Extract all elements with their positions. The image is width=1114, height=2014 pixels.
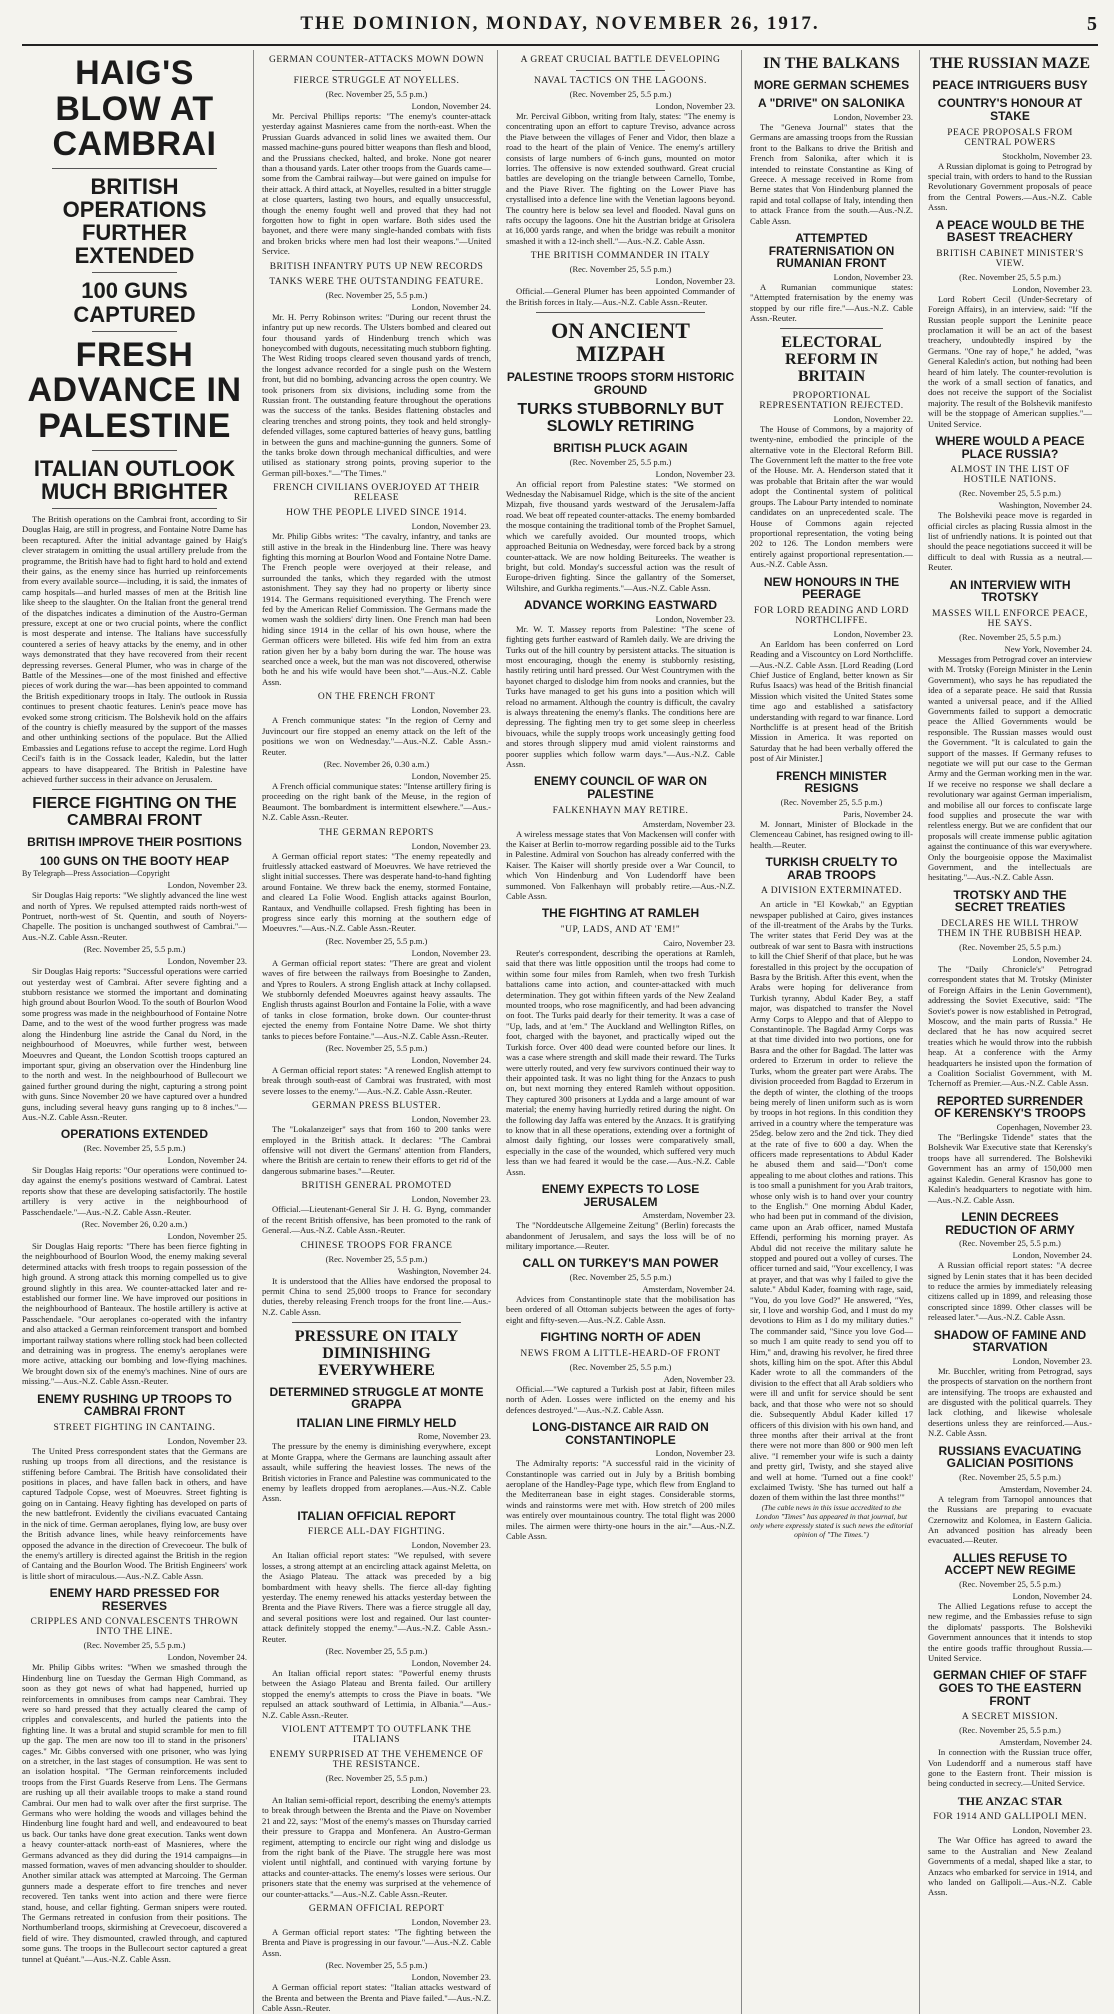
section-subhead: 100 GUNS ON THE BOOTY HEAP <box>39 853 230 868</box>
received-time: (Rec. November 25, 5.5 p.m.) <box>959 1578 1061 1589</box>
headline: BRITISH GENERAL PROMOTED <box>301 1181 452 1192</box>
lead-paragraph: The British operations on the Cambrai front, according to Sir Douglas Haig, are still in progress, and Fontaine Notre Dame has been recaptured. After the initial advantage gained by Haig's clever stratagem in omitting the usual artillery prelude from the programme, the British have had to fight hard to hold and extend their gains, as the enemy since has hurried up reinforcements from every available source—including, it is said, the inmates of camp hospitals—and hurled masses of men at the British line like sheep to the slaughter. On the Italian front the general trend of the dispatches indicates a diminution of the Austro-German pressure, except at one or two crucial points, where the conflict is most desperate and intense. The Italians have successfully countered a series of heavy attacks by the enemy, and in other ways demonstrated that they have recovered from their recent depressing reverses. General Plumer, who was in charge of the Battle of the Messines—one of the most finished and effective pieces of work during the war—has been appointed to command the British expeditionary troops in Italy. The outlook in Russia continues to present chaotic features. Lenin's peace move has evoked some strong criticism. The Bolshevik hold on the affairs of the country is chiefly measured by the support of the masses and other unthinking sections of the populace. But the Allied Embassies and Legations refuse to accept the regime. Lord Hugh Cecil's faith is in the Cossack leader, Kaledin, but the latter appears to have disappeared. The British in Palestine have achieved further success in their advance on Jerusalem. <box>22 513 247 785</box>
divider <box>52 508 217 509</box>
dateline: London, November 24. <box>411 1055 491 1066</box>
subhead: ALLIES REFUSE TO ACCEPT NEW REGIME <box>944 1550 1076 1578</box>
article-paragraph: M. Jonnart, Minister of Blockade in the Clemenceau Cabinet, has resigned owing to ill-health.—Reuter. <box>750 818 914 850</box>
article-paragraph: The "Daily Chronicle's" Petrograd correspondent states that M. Trotsky (Minister of Foreign Affairs in the Lenin Government), addressing the Soviet Executive, said: "The Soviet's power is now established in Petrograd, Moscow, and the main parts of Russia." He declared that he has now acquired secret treaties which he would throw into the rubbish heap. At a conference with the Army headquarters he insisted upon the formation of a Coalition Socialist Government, with M. Tchernoff as Premier.—Aus.-N.Z. Cable Assn. <box>928 964 1092 1089</box>
subhead: A SECRET MISSION. <box>961 1712 1059 1723</box>
dateline: London, November 23. <box>411 1540 491 1551</box>
article-paragraph: Sir Douglas Haig reports: "There has been fierce fighting in the neighbourhood of Bourlon Wood, the enemy making several determined attacks with fresh troops to regain possession of the high ground. A strong attack this morning compelled us to give ground slightly in this area. We counter-attacked later and re-established our former line. We have improved our positions in the neighbourhood of Banteaux. The hostile artillery is active at Passchendaele. "Our aeroplanes co-operated with the infantry and also attacked a German reinforcement transport and bombed important railway stations where rolling stock had been collected and detraining was in progress. The enemy's aeroplanes were more active, attacking our bombing and low-flying machines. We brought down six of the enemy's machines. Nine of ours are missing."—Aus.-N.Z. Cable Assn.-Reuter. <box>22 1240 247 1387</box>
article-paragraph: The United Press correspondent states that the Germans are rushing up troops from all directions, and the resistance is stiffening before Cambrai. The British have consolidated their positions in places, and have fallen back in others, and have captured Tadpole Copse, west of Moeuvres. Street fighting is going on in Cantaing. Heavy fighting has developed on parts of the new battlefront. Evidently the civilians evacuated Cantaing in the nick of time. German aeroplanes, flying low, are busy over the British advance lines, while heavy reinforcements have opposed the advance in the direction of Crevecoeur. The bulk of the enemy's artillery is directed against the British in the region of Cantaing and the Bourlon Wood. The British Engineers' work is little short of miraculous.—Aus.-N.Z. Cable Assn. <box>22 1445 247 1581</box>
received-time: (Rec. November 25, 5.5 p.m.) <box>959 631 1061 642</box>
article-paragraph: Sir Douglas Haig reports: "We slightly advanced the line west and north of Ypres. We repulsed attempted raids north-west of Pontruet, north-west of St. Quentin, and south of Noyers-Chapelle. The position is unchanged southwest of Cambrai."—Aus.-N.Z. Cable Assn.-Reuter. <box>22 890 247 942</box>
dateline: London, November 23. <box>655 101 735 111</box>
subhead: AN INTERVIEW WITH TROTSKY <box>949 577 1071 605</box>
received-time: (Rec. November 25, 5.5 p.m.) <box>959 942 1061 953</box>
masthead <box>22 4 1098 46</box>
dateline: London, November 23. <box>655 1448 735 1459</box>
article-paragraph: Official.—"We captured a Turkish post at Jabir, fifteen miles north of Aden. Losses were inflicted on the enemy and his defences destroyed."—Aus.-N.Z. Cable Assn. <box>506 1383 735 1415</box>
article-paragraph: Official.—Lieutenant-General Sir J. H. G. Byng, commander of the recent British offensive, has been promoted to the rank of General.—Aus.-N.Z. Cable Assn.-Reuter. <box>262 1204 491 1236</box>
headline-balkans: IN THE BALKANS <box>763 55 900 72</box>
subhead: ENEMY COUNCIL OF WAR ON PALESTINE <box>534 774 707 801</box>
dateline: Amsterdam, November 24. <box>999 1737 1092 1748</box>
subhead: COUNTRY'S HONOUR AT STAKE <box>937 96 1083 123</box>
article-paragraph: A German official report states: "There are great and violent waves of fire between the railways from Boesinghe to Zanden, and Ypres to Roulers. A strong English attack at Inchy collapsed. We stubbornly defended Moeuvres against heavy assaults. The English thrusts against Bourlon and Fontaine la Folie, with a wave of tanks in close formation, broke down. Our counter-thrust ejected the enemy from Fontaine Notre Dame. We shot thirty tanks to pieces before Fontaine."—Aus.-N.Z. Cable Assn.-Reuter. <box>262 957 491 1041</box>
received-time: (Rec. November 26, 0.20 a.m.) <box>81 1218 188 1229</box>
article-paragraph: Official.—General Plumer has been appointed Commander of the British forces in Italy.—Aus.-N.Z. Cable Assn.-Reuter. <box>506 286 735 307</box>
subhead: PEACE INTRIGUERS BUSY <box>932 77 1088 92</box>
received-time: (Rec. November 25, 5.5 p.m.) <box>959 1725 1061 1736</box>
dateline: New York, November 24. <box>1004 643 1092 654</box>
dateline: Washington, November 24. <box>998 500 1092 511</box>
newspaper-title: THE DOMINION, MONDAY, NOVEMBER 26, 1917. <box>300 13 820 34</box>
article-paragraph: A telegram from Tarnopol announces that the Russians are preparing to evacuate Czernowitz and Kolomea, in Eastern Galicia. An advanced position has already been evacuated.—Reuter. <box>928 1493 1092 1546</box>
article-paragraph: The Bolsheviki peace move is regarded in official circles as placing Russia almost in the list of unfriendly nations. It is pointed out that should the peace negotiations succeed it will be difficult to deal with Russia as a neutral.—Reuter. <box>928 510 1092 573</box>
dateline: London, November 23. <box>411 1785 491 1796</box>
received-time: (Rec. November 25, 5.5 p.m.) <box>325 935 428 946</box>
article-paragraph: It is understood that the Allies have endorsed the proposal to permit China to send 25,000 troops to France for secondary duties, thereby releasing French troops for the front line.—Aus.-N.Z. Cable Assn. <box>262 1275 491 1317</box>
headline-british-operations: BRITISH OPERATIONS FURTHER EXTENDED <box>62 174 207 269</box>
dateline: London, November 23. <box>411 1972 491 1983</box>
article-paragraph: A German official report states: "The enemy repeatedly and fruitlessly attacked eastward of Moeuvres. We have retrieved the slight initial successes. There was desperate hand-to-hand fighting around Fontaine. We threw back the enemy, stormed Fontaine, and cleared La Folie Wood. English attacks against Bourlon, Rantaux, and Vendhuille collapsed. Fresh fighting has been in progress since early this morning at the southern edge of Moeuvres."—Aus.-N.Z. Cable Assn.-Reuter. <box>262 850 491 934</box>
dateline: Stockholm, November 23. <box>1002 150 1092 161</box>
headline: GERMAN OFFICIAL REPORT <box>308 1904 445 1915</box>
article-paragraph: The "Lokalanzeiger" says that from 160 to 200 tanks were employed in the British attack. It declares: "The Cambrai offensive will not divert the Germans' attention from Flanders, where the British are certain to renew their efforts to get rid of the dangerous submarine bases."—Reuter. <box>262 1124 491 1176</box>
subhead: A PEACE WOULD BE THE BASEST TREACHERY <box>935 217 1085 245</box>
article-paragraph: Mr. W. T. Massey reports from Palestine: "The scene of fighting gets further eastward of Ramleh daily. We are driving the Turks out of the hill country by persistent attacks. The situation is most encouraging, though the enemy is stubbornly resisting, hastily retiring until hard pressed. Our West Countrymen with the bayonet charged to dislodge him from nooks and crannies, but the Turks have managed to get his guns into a position which will reload no armament. Although the country is difficult, the cavalry is always threatening the enemy's flanks. The conditions here are depressing. The fighting men try to get some sleep in cheerless bivouacs, while the supply troops work unceasingly getting food and stores through slippery mud amid violent rainstorms and poorer supplies which follow warm days."—Aus.-N.Z. Cable Assn. <box>506 623 735 769</box>
received-time: (Rec. November 25, 5.5 p.m.) <box>959 1471 1061 1482</box>
subhead: HOW THE PEOPLE LIVED SINCE 1914. <box>286 508 467 519</box>
dateline: London, November 24. <box>167 1154 247 1165</box>
dateline: London, November 24. <box>1012 1590 1092 1601</box>
divider <box>576 70 665 71</box>
column-1 <box>22 50 254 2014</box>
article-paragraph: Sir Douglas Haig reports: "Successful operations were carried out yesterday west of Cambrai. After severe fighting and a stubborn resistance we stormed the important and dominating high ground about Bourlon Wood. To the south of Bourlon Wood some progress was made in the neighbourhood of Fontaine Notre Dame, and to the west of the wood further progress was made along the Hindenburg line astride the Canal du Nord, in the neighbourhood of Moeuvres, while further west, between Moeuvres and Queant, the London Scottish troops captured an important spur, giving an observation over the Hindenburg line to the north and west. In the neighbourhood of Bullecourt we gained further ground during the night, capturing a strong point with guns. Since November 20 we have captured over a hundred guns, including several heavy guns ranging up to 8 inches."—Aus.-N.Z. Cable Assn.-Reuter. <box>22 966 247 1122</box>
dateline: London, November 23. <box>833 271 913 282</box>
subhead: NEW HONOURS IN THE PEERAGE <box>763 574 900 602</box>
article-paragraph: Reuter's correspondent, describing the operations at Ramleh, said that there was little opposition until the troops had come to within some four miles from Ramleh, when two fresh Turkish battalions came into action, and counter-attacked with much determination. They got within fifteen yards of the New Zealand mounted troops, who rose magnificently, and had been advancing on foot. The Turks paid dearly for their temerity. It was a case of "Up, lads, and at 'em." The Auckland and Wellington Rifles, on foot, charged with the bayonet, and practically wiped out the Turkish force. Over 400 dead were counted before our lines. It was a case where strength and skill made their reward. The Turks were utterly routed, and very few survivors continued their way to their appointed task. It was no light thing for the Anzacs to push on, but next morning they entered Ramleh without opposition. They captured 300 prisoners at Lydda and a large amount of war material; the enemy having hurriedly retired during the night. On the following day Jaffa was entered by the Anzacs. It is gratifying to know that in all these operations, extending over a fortnight of almost daily fighting, our losses were comparatively small, especially in the case of the wounded, which suffered very much less than we had feared it would be the case.—Aus.-N.Z. Cable Assn. <box>506 948 735 1177</box>
headline: CHINESE TROOPS FOR FRANCE <box>300 1240 453 1251</box>
article-paragraph: A wireless message states that Von Mackensen will confer with the Kaiser at Berlin to-morrow regarding possible aid to the Turks in Palestine. Admiral von Souchon has already conferred with the Kaiser. The Kaiser will shortly preside over a War Council, to which Von Hindenburg and Von Ludendorff have been summoned. Von Falkenhayn will probably retire.—Aus.-N.Z. Cable Assn. <box>506 828 735 902</box>
subhead: A "DRIVE" ON SALONIKA <box>758 96 905 111</box>
article-paragraph: Mr. Bucchler, writing from Petrograd, says the prospects of starvation on the northern front are intensifying. The troops are exhausted and are disgusted with the political quarrels. They lack clothing, and likewise wholesale desertions unless they are reinforced.—Aus.-N.Z. Cable Assn. <box>928 1365 1092 1439</box>
article-paragraph: Messages from Petrograd cover an interview with M. Trotsky (Foreign Minister in the Lenin Government), who says he has repudiated the idea of a separate peace. He said that Russia wanted a universal peace, and if the Allied Governments failed to support a democratic peace the Allied Governments would be responsible. The Russian masses would oust the Government. "It is calculated to gain the support of the masses. If Germany refuses to negotiate we will put our case to the German Army and the German working men in the war. If we receive no response we shall declare a revolutionary war against German imperialism, and mobilise all our forces to confiscate large food supplies and prosecute the war with relentless energy. But we are confident that our proposals will create immense public agitation against the continuance of this war everywhere. Only the bourgeoisie oppose the Maximalist Government, and the intellectuals are hesitating."—Aus.-N.Z. Cable Assn. <box>928 653 1092 883</box>
subhead: TROTSKY AND THE SECRET TREATIES <box>953 887 1067 915</box>
subhead: NAVAL TACTICS ON THE LAGOONS. <box>534 76 707 86</box>
article-paragraph: A German official report states: "Italian attacks westward of the Brenta and between the Brenta and Piave failed."—Aus.-N.Z. Cable Assn.-Reuter. <box>262 1982 491 2014</box>
byline: By Telegraph—Press Association—Copyright <box>22 869 170 879</box>
article-paragraph: A French communique states: "In the region of Cerny and Juvincourt our fire stopped an enemy attack on the left of the positions we won on Wednesday."—Aus.-N.Z. Cable Assn.-Reuter. <box>262 715 491 757</box>
dateline: London, November 23. <box>167 956 247 967</box>
dateline: Paris, November 24. <box>843 808 913 819</box>
received-time: (Rec. November 25, 5.5 p.m.) <box>569 1361 672 1372</box>
article-paragraph: The "Geneva Journal" states that the Germans are amassing troops from the Russian front to the Balkans to drive the British and French from Salonika, after which it is intended to reinstate Constantine as King of Greece. A message received in Rome from Berne states that Von Hindenburg planned the rapid and total collapse of Italy, intending then to attack France from the south.—Aus.-N.Z. Cable Assn. <box>750 121 913 226</box>
article-paragraph: Mr. Philip Gibbs writes: "When we smashed through the Hindenburg line on Tuesday the German High Command, as soon as they got news of what had happened, hurried up reinforcements in omnibuses from camps near Cambrai. They were so hard pressed that they actually cleared the camp of cripples and convalescents, and hurled the patients into the fighting line. It was a brutal and stupid scramble for men to fill up the gap. The men are now too ill to stand in the prisoners' cages." Mr. Gibbs conversed with one prisoner, who was lying on a stretcher, in the last stages of consumption. He was sent to an isolation hospital. "The German reinforcements included troops from the First Guards Reserve from Lens. The Germans are rushing up all their available troops to make a stand round Cambrai. Our men had to walk over after the first surprise. The Germans who were holding the woods and villages behind the Hindenburg line fought hard and well, and endeavoured to beat us back. Our tanks have done great execution. Tanks went down a heavy counter-attack north-east of Masnieres, where the Germans advanced as they did during the 1914 campaigns—in massed formation, waves of men advancing shoulder to shoulder. Another similar attack was attempted at Marcoing. The German gunners made a desperate effort to fire trenches and never recovered. Ten tanks went into action and there were fierce stand, house, and cellar fighting. German snipers were routed. The Germans retreated in confusion from their positions. The Northumberland troops, skirmishing at Crevecoeur, discovered a field of wire. They dismounted, crawled through, and captured some guns. The troops in the Bullecourt sector captured a great tunnel at Quéant."—Aus.-N.Z. Cable Assn. <box>22 1662 247 1964</box>
subhead: MORE GERMAN SCHEMES <box>753 77 910 92</box>
received-time: (Rec. November 25, 5.5 p.m.) <box>325 1645 428 1656</box>
dateline: London, November 24. <box>1012 954 1092 965</box>
dateline: London, November 23. <box>833 628 913 639</box>
divider <box>92 272 177 273</box>
article-paragraph: A French official communique states: "Intense artillery firing is proceeding on the right bank of the Meuse, in the region of Beaumont. The bombardment is intermittent elsewhere."—Aus.-N.Z. Cable Assn.-Reuter. <box>262 780 491 823</box>
dateline: Copenhagen, November 23. <box>996 1122 1092 1133</box>
subhead: CALL ON TURKEY'S MAN POWER <box>522 1256 719 1271</box>
dateline: London, November 24. <box>411 101 491 111</box>
received-time: (Rec. November 25, 5.5 p.m.) <box>569 456 672 467</box>
subhead: ATTEMPTED FRATERNISATION ON RUMANIAN FRONT <box>768 231 895 271</box>
article-paragraph: A Russian diplomat is going to Petrograd by special train, with orders to hand to the Russian Revolutionary Government proposals of peace from the Central Powers.—Aus.-N.Z. Cable Assn. <box>928 160 1092 213</box>
subhead: TURKS STUBBORNLY BUT SLOWLY RETIRING <box>517 401 724 436</box>
dateline: London, November 23. <box>655 276 735 287</box>
divider <box>536 312 705 313</box>
dateline: Amsterdam, November 23. <box>642 1210 735 1221</box>
dateline: London, November 23. <box>167 1435 247 1446</box>
subhead: LONG-DISTANCE AIR RAID ON CONSTANTINOPLE <box>532 1420 709 1447</box>
subhead: DETERMINED STRUGGLE AT MONTE GRAPPA <box>269 1384 484 1412</box>
article-paragraph: A German official report states: "A renewed English attempt to break through south-east of Cambrai was frustrated, with most severe losses to the enemy."—Aus.-N.Z. Cable Assn.-Reuter. <box>262 1065 491 1096</box>
section-subhead: BRITISH IMPROVE THEIR POSITIONS <box>27 835 242 850</box>
dateline: Amsterdam, November 24. <box>642 1283 735 1294</box>
dateline: London, November 25. <box>167 1230 247 1241</box>
divider <box>292 1322 461 1323</box>
subhead: LENIN DECREES REDUCTION OF ARMY <box>945 1209 1075 1237</box>
article-paragraph: Advices from Constantinople state that the mobilisation has been ordered of all Ottoman subjects between the ages of forty-eight and fifty-seven.—Aus.-N.Z. Cable Assn. <box>506 1293 735 1325</box>
dateline: Rome, November 23. <box>417 1431 491 1442</box>
subhead: NEWS FROM A LITTLE-HEARD-OF FRONT <box>520 1348 721 1359</box>
article-paragraph: A German official report states: "The fighting between the Brenta and Piave is progressing in our favour."—Aus.-N.Z. Cable Assn. <box>262 1927 491 1958</box>
received-time: (Rec. November 25, 5.5 p.m.) <box>83 944 186 955</box>
headline: A GREAT CRUCIAL BATTLE DEVELOPING <box>520 55 721 65</box>
dateline: London, November 24. <box>411 301 491 312</box>
received-time: (Rec. November 25, 5.5 p.m.) <box>325 1960 428 1971</box>
subhead: ENEMY EXPECTS TO LOSE JERUSALEM <box>541 1181 700 1209</box>
article-paragraph: A Russian official report states: "A decree signed by Lenin states that it has been decided to reduce the armies by immediately releasing citizens called up in 1899, and releasing those conscripted since 1899. Other classes will be released later."—Aus.-N.Z. Cable Assn. <box>928 1260 1092 1323</box>
article-paragraph: Lord Robert Cecil (Under-Secretary of Foreign Affairs), in an interview, said: "If the Russian people support the Leninite peace proclamation it will be an act of the basest treachery, undoubtedly inspired by the Germans. "One ray of hope," he added, "was General Kaledin's action, but nothing had been heard of him lately. The counter-revolution is the work of a small section of fanatics, and does not receive the support of the Socialist majority. The result of the Bolshevik manifesto will be the stoppage of American supplies."—United Service. <box>928 293 1092 429</box>
subhead: ENEMY RUSHING UP TROOPS TO CAMBRAI FRONT <box>37 1391 232 1419</box>
article-paragraph: The pressure by the enemy is diminishing everywhere, except at Monte Grappa, where the Germans are launching assault after assault, while suffering the heaviest losses. The news of the British victories in France and Palestine was communicated to the enemy by leaflets dropped from aeroplanes.—Aus.-N.Z. Cable Assn. <box>262 1441 491 1504</box>
headline-ancient-mizpah: ON ANCIENT MIZPAH <box>551 318 690 367</box>
headline: BRITISH INFANTRY PUTS UP NEW RECORDS <box>269 261 484 272</box>
dateline: London, November 23. <box>411 521 491 532</box>
subhead: FIERCE STRUGGLE AT NOYELLES. <box>293 76 460 86</box>
received-time: (Rec. November 25, 5.5 p.m.) <box>325 289 428 300</box>
dateline: London, November 23. <box>167 880 247 891</box>
subhead: ADVANCE WORKING EASTWARD <box>523 598 718 613</box>
subhead: FOR LORD READING AND LORD NORTHCLIFFE. <box>753 605 909 626</box>
received-time: (Rec. November 25, 5.5 p.m.) <box>325 1253 428 1264</box>
dateline: Amsterdam, November 23. <box>642 818 735 829</box>
dateline: London, November 23. <box>1012 1355 1092 1366</box>
article-paragraph: An Earldom has been conferred on Lord Reading and a Viscountcy on Lord Northcliffe.—Aus.-N.Z. Cable Assn. [Lord Reading (Lord Chief Justice of England, better known as Sir Rufus Isaacs) was head of the British financial Mission which visited the United States some time ago and established a satisfactory understanding with regard to war finance. Lord Northcliffe is at present head of the British Mission in America. It was reported on Saturday that he had been verbally offered the post of Air Minister.] <box>750 638 913 764</box>
headline-electoral-reform: ELECTORAL REFORM IN BRITAIN <box>781 334 882 386</box>
subhead: FOR 1914 AND GALLIPOLI MEN. <box>933 1812 1087 1823</box>
subhead: FALKENHAYN MAY RETIRE. <box>552 805 689 816</box>
article-paragraph: An official report from Palestine states: "We stormed on Wednesday the Nabisamuel Ridge, which is the site of the ancient Mizpah, five thousand yards westward of the Jerusalem-Jaffa road. We beat off repeated counter-attacks. The enemy bombarded the mosque containing the traditional tomb of the Prophet Samuel, which we carefully avoided. Our mounted troops, which approached Beitunia on Wednesday, were forced back by a strong counter-attack. We are now holding Beitureeks. The weather is bright, but cold. Monday's successful action was the result of Europe-driven fighting. Since the gallantry of the Somerset, Wiltshire, and Gurkha regiments."—Aus.-N.Z. Cable Assn. <box>506 478 735 593</box>
article-paragraph: Sir Douglas Haig reports: "Our operations were continued to-day against the enemy's positions westward of Cambrai. Latest reports show that these are developing satisfactorily. The hostile artillery is very active in the neighbourhood of Passchendaele."—Aus.-N.Z. Cable Assn.-Reuter. <box>22 1164 247 1217</box>
column-3 <box>506 50 742 2014</box>
article-paragraph: The "Norddeutsche Allgemeine Zeitung" (Berlin) forecasts the abandonment of Jerusalem, and says the loss will be of no military importance.—Reuter. <box>506 1220 735 1251</box>
subhead: PROPORTIONAL REPRESENTATION REJECTED. <box>759 390 904 411</box>
dateline: Amsterdam, November 24. <box>999 1483 1092 1494</box>
section-headline-cambrai: FIERCE FIGHTING ON THE CAMBRAI FRONT <box>32 795 237 830</box>
received-time: (Rec. November 25, 5.5 p.m.) <box>83 1640 186 1651</box>
article-paragraph: An Italian semi-official report, describing the enemy's attempts to break through between the Brenta and the Piave on November 21 and 22, says: "Most of the enemy's masses on Thursday carried their pressure to Grappa and Monfenera. An Austro-German regiment, attempting to encircle our right wing and dislodge us from the right bank of the Piave. The struggle here was most violent until nightfall, and continued with varying fortune by attacks and counter-attacks. The enemy's losses were serious. Our prisoners state that the enemy was surprised at the vehemence of our counter-attacks."—Aus.-N.Z. Cable Assn.-Reuter. <box>262 1795 491 1899</box>
dateline: London, November 23. <box>411 1194 491 1205</box>
subhead: ITALIAN LINE FIRMLY HELD <box>296 1415 457 1430</box>
divider <box>52 789 217 790</box>
dateline: Cairo, November 23. <box>663 938 735 949</box>
article-paragraph: Mr. Percival Phillips reports: "The enemy's counter-attack yesterday against Masnieres came from the north-east. When the Prussian Guards advanced in solid lines we awaited them. Our massed machine-guns poured bitter weapons than flesh and blood, and the Prussians checked, halted, and broke. None got nearer than a thousand yards. Later other troops from the Guards came—some from the Cambrai railway—but were gained on impulse for their attack. A third attack, at Noyelles, resulted in a bitter struggle at close quarters, lasting two hours, and equally unsuccessful, though the enemy fought well and proved that they had not forgotten how to fight in open warfare. Both sides used the bayonet, and there were many single-handed combats with fists and broken bricks where men had lost their weapons."—United Service. <box>262 111 491 257</box>
subhead: A DIVISION EXTERMINATED. <box>760 886 903 897</box>
received-time: (Rec. November 25, 5.5 p.m.) <box>959 271 1061 282</box>
dateline: London, November 23. <box>411 840 491 851</box>
headline: FRENCH CIVILIANS OVERJOYED AT THEIR RELEASE <box>273 483 480 504</box>
headline-italian-outlook: ITALIAN OUTLOOK MUCH BRIGHTER <box>33 455 236 504</box>
received-time: (Rec. November 25, 5.5 p.m.) <box>569 1271 672 1282</box>
subhead: TURKISH CRUELTY TO ARAB TROOPS <box>765 855 898 882</box>
divider <box>92 450 177 451</box>
subhead: THE FIGHTING AT RAMLEH <box>541 906 700 921</box>
article-paragraph: An Italian official report states: "We repulsed, with severe losses, a strong attempt at an encircling attack against Meletta, on the Asiago Plateau. The attack was preceded by a big bombardment with heavy shells. The fierce all-day fighting yesterday. The enemy renewed his attacks yesterday between the Brenta and the Piave Rivers. There was a fierce struggle all day, and several positions were lost and regained. Our last counter-attack definitely stopped the enemy."—Aus.-N.Z. Cable Assn.-Reuter. <box>262 1550 491 1644</box>
column-5 <box>928 50 1098 2014</box>
article-paragraph: The House of Commons, by a majority of twenty-nine, embodied the principle of the alternative vote in the Electoral Reform Bill. The Government left the matter to the free vote of the House. Mr. A. Henderson stated that it was probable that Britain after the war would adopt the Continental system of political groups. The Labour Party intended to nominate candidates on an unprecedented scale. The House of Commons again rejected proportional representation, the voting being 202 to 126. The London members were entirely against proportional representation.—Aus.-N.Z. Cable Assn. <box>750 423 913 570</box>
subhead: SHADOW OF FAMINE AND STARVATION <box>933 1327 1087 1355</box>
dateline: London, November 23. <box>833 111 913 122</box>
divider <box>92 331 177 332</box>
received-time: (Rec. November 25, 5.5 p.m.) <box>83 1142 186 1153</box>
subhead: STREET FIGHTING IN CANTAING. <box>53 1422 216 1433</box>
subhead: FIERCE ALL-DAY FIGHTING. <box>307 1527 446 1538</box>
divider <box>332 70 421 71</box>
dateline: London, November 25. <box>411 770 491 781</box>
headline: GERMAN COUNTER-ATTACKS MOWN DOWN <box>269 55 484 65</box>
subhead: ENEMY HARD PRESSED FOR RESERVES <box>49 1586 220 1613</box>
received-time: (Rec. November 25, 5.5 p.m.) <box>780 796 883 807</box>
column-2 <box>262 50 498 2014</box>
dateline: London, November 23. <box>411 705 491 716</box>
article-paragraph: The Allied Legations refuse to accept the new regime, and the Embassies refuse to sign the diplomats' passports. The Bolsheviki Government announces that it intends to stop the entire goods traffic throughout Russia.—United Service. <box>928 1600 1092 1664</box>
divider <box>780 328 883 329</box>
dateline: Aden, November 23. <box>663 1373 735 1384</box>
subhead: PALESTINE TROOPS STORM HISTORIC GROUND <box>506 370 735 397</box>
received-time: (Rec. November 25, 5.5 p.m.) <box>325 89 428 99</box>
subhead: FRENCH MINISTER RESIGNS <box>776 768 887 796</box>
subhead: WHERE WOULD A PEACE PLACE RUSSIA? <box>935 434 1085 461</box>
dateline: London, November 23. <box>655 613 735 624</box>
article-paragraph: The "Berlingske Tidende" states that the Bolshevik War Executive state that Kerensky's troops have all surrendered. The Bolsheviki Government has an army of 150,000 men against Kaledin. General Krasnov has gone to Kaledin's headquarters to negotiate with him.—Aus.-N.Z. Cable Assn. <box>928 1132 1092 1205</box>
article-paragraph: In connection with the Russian truce offer, Von Ludendorff and a numerous staff have gone to the Eastern front. Their mission is being conducted in secrecy.—United Service. <box>928 1747 1092 1789</box>
headline-anzac-star: THE ANZAC STAR <box>957 1793 1063 1808</box>
subhead: TANKS WERE THE OUTSTANDING FEATURE. <box>269 276 484 287</box>
subhead: DECLARES HE WILL THROW THEM IN THE RUBBISH HEAP. <box>937 919 1083 940</box>
dateline: London, November 24. <box>167 1652 247 1663</box>
received-time: (Rec. November 25, 5.5 p.m.) <box>325 1043 428 1054</box>
dateline: London, November 24. <box>1012 1250 1092 1261</box>
headline-palestine: FRESH ADVANCE IN PALESTINE <box>27 335 242 445</box>
subhead: CRIPPLES AND CONVALESCENTS THROWN INTO THE LINE. <box>30 1617 239 1638</box>
article-paragraph: A Rumanian communique states: "Attempted fraternisation by the enemy was stopped by our rifle fire."—Aus.-N.Z. Cable Assn.-Reuter. <box>750 281 913 324</box>
received-time: (Rec. November 25, 5.5 p.m.) <box>959 488 1061 499</box>
subhead: BRITISH PLUCK AGAIN <box>553 441 688 456</box>
received-time: (Rec. November 25, 5.5 p.m.) <box>569 264 672 275</box>
dateline: Washington, November 24. <box>397 1265 491 1276</box>
newspaper-columns <box>22 50 1098 2014</box>
column-4 <box>750 50 920 2014</box>
headline: THE BRITISH COMMANDER IN ITALY <box>530 251 711 262</box>
headline: ON THE FRENCH FRONT <box>317 692 436 703</box>
article-paragraph: Mr. Percival Gibbon, writing from Italy, states: "The enemy is concentrating upon an effort to capture Treviso, advance across the Piave between the villages of Fener and Vidor, then blaze a road to the heart of the plain of Venice. The enemy's artillery consists of large numbers of 6-inch guns, mounted on motor lorries. The offensive is now extended southward. Great crucial battles are developing on the triangle between Carnello, Tombe, and the Piave River. The fighting on the Lower Piave has crystallised into a defence line with the Venetian lagoons beyond. The country here is below sea level and flooded. Naval guns on rafts occupy the lagoons. One hit the Austrian bridge at Grisolera at 16,000 yards range, and when the bridge was rebuilt a monitor smashed it with a 12-inch shell."—Aus.-N.Z. Cable Assn. <box>506 111 735 246</box>
article-paragraph: An article in "El Kowkab," an Egyptian newspaper published at Cairo, gives instances of the ill-treatment of the Arabs by the Turks. The writer states that Ferid Dey was at the outbreak of war sent to Basra with instructions to kill the Chief Sherif of that place, but he was forestalled in this project by the occupation of Basra by the British. After this event, when the Arabs were hoping for deliverance from Turkish tyranny, Abdul Kader Bey, a staff major, was dispatched to transfer the Novel Army Corps to Aleppo and that of Aleppo to Constantinople. The Bagdad Army Corps was at that time divided into two portions, one for Basra and the other for Bagdad. The latter was ordered to Erzerum in order to relieve the Turks, whom the greater part were Arabs. The division proceeded from Bagdad to Erzerum in the depth of winter, the clothing of the troops being merely of linen uniform such as is worn by troops in hot regions. In this condition they arrived in a country where the temperature was 25deg. below zero and the 2nd tick. They died at the rate of five to 600 a day. When the officers made representations to Abdul Kader he abused them and said—"Don't come appealing to me about clothes and rations. This is too small a punishment for you Arab traitors, whose only wish is to hand over your country to the English." One morning Abdul Kader, who had been put in command of the division, came upon an Arab officer, named Mustafa Effendi, performing his morning prayer. As Abdul did not receive the military salute he stopped and poured out a volley of curses. The officer turned and said, "Your excellency, I was at prayer, and that was why I failed to give the salute." Abdul Kader, foaming with rage, said, "You, do you love God?" He answered, "Yes, sir, I love and worship God, and I must do my devotions to Him as I do my military duties." The commander said, "Since you love God—so much I am quite ready to send you off to Him," and, drawing his revolver, he fired three shots, killing him on the spot. After this Abdul Kader wrote to all the commanders of the division to the effect that all Arab soldiers who were ill and unfit for service should be sent back, and that those who were not so should die. Subsequently Abdul Kader killed 17 officers of this division with his own hand, and three months after their arrival at the front there were not more than 800 or 900 men left alive. "I remember your wife is such a dainty and pretty girl, Twisty, and she stayed alive and well at home. 'Turned out a fine cook!' exclaimed Twisty. 'She has turned out half a dozen of them within the last three months!'" <box>750 899 914 1503</box>
subhead: BRITISH CABINET MINISTER'S VIEW. <box>936 248 1084 269</box>
headline-haigs-blow: HAIG'S BLOW AT CAMBRAI <box>52 54 217 164</box>
subhead: FIGHTING NORTH OF ADEN <box>540 1330 701 1345</box>
dateline: London, November 23. <box>1012 283 1092 294</box>
article-paragraph: Mr. Philip Gibbs writes: "The cavalry, infantry, and tanks are still astive in the break in the Hindenburg line. There was heavy fighting this morning at Bourlon Wood and Fontaine Notre Dame. The French people were overjoyed at their release, and surrounded the tanks, which they regarded with the utmost astonishment. They say they had no property or liberty since 1914. The Germans requisitioned everything. The French were fed by the American Relief Commission. The Germans made the women wash the soldiers' dirty linen. One French man had been hiding since 1914 in the cellar of his own house, where the German officers were billeted. His wife fed him from an extra ration given her by a baby born during the war. The house was searched once a week, but the man was not discovered, otherwise both he and his wife would have been shot."—Aus.-N.Z. Cable Assn. <box>262 531 491 687</box>
article-paragraph: An Italian official report states: "Powerful enemy thrusts between the Asiago Plateau and Brenta failed. Our artillery stopped the enemy's attempts to cross the Piave in boats. "We repulsed an attack southward of Lettimia, in Albania."—Aus.-N.Z. Cable Assn.-Reuter. <box>262 1667 491 1720</box>
received-time: (Rec. November 26, 0.30 a.m.) <box>323 758 430 769</box>
headline-guns-captured: 100 GUNS CAPTURED <box>73 278 196 327</box>
headline-pressure-italy: PRESSURE ON ITALY DIMINISHING EVERYWHERE <box>294 1328 459 1379</box>
dateline: London, November 23. <box>411 1917 491 1928</box>
subhead: MASSES WILL ENFORCE PEACE, HE SAYS. <box>931 608 1089 629</box>
dateline: London, November 23. <box>1012 1825 1092 1836</box>
subhead: OPERATIONS EXTENDED <box>60 1127 209 1142</box>
dateline: London, November 23. <box>411 947 491 958</box>
page-number: 5 <box>1086 12 1098 35</box>
received-time: (Rec. November 25, 5.5 p.m.) <box>569 89 672 99</box>
dateline: London, November 24. <box>411 1657 491 1668</box>
headline: VIOLENT ATTEMPT TO OUTFLANK THE ITALIANS <box>281 1725 472 1746</box>
subhead: GERMAN CHIEF OF STAFF GOES TO THE EASTERN FRONT <box>933 1668 1087 1708</box>
dateline: London, November 23. <box>411 1114 491 1125</box>
headline: GERMAN PRESS BLUSTER. <box>311 1101 441 1112</box>
subhead: RUSSIANS EVACUATING GALICIAN POSITIONS <box>938 1443 1082 1471</box>
received-time: (Rec. November 25, 5.5 p.m.) <box>959 1238 1061 1249</box>
editorial-note: (The cable news in this issue accredited to the London "Times" has appeared in that journal, but only where expressly stated is such news the editorial opinion of "The Times.") <box>750 1502 913 1539</box>
article-paragraph: Mr. H. Perry Robinson writes: "During our recent thrust the infantry put up new records. The Ulsters bombed and cleared out four thousand yards of Hindenburg trench which was honeycombed with dugouts, necessitating much stubborn fighting. The West Riding troops cleared seven thousand yards of trench, the longest advance recorded for a single push on the Western front, but did no bombing, advancing across the open country. We took prisoners from six divisions, including some from the Russian front. The outstanding feature throughout the operations was the success of the tanks. Besides flattening obstacles and clearing trenches and strong points, they took and held strongly-defended villages, some captured batteries of heavy guns, battling in between the guns and machine-gunning the gunners. Some of the tanks broke down through mechanical difficulties, and were utilised as stationary strong points, proving superior to the German pill-boxes."—"The Times." <box>262 311 491 478</box>
subhead: ALMOST IN THE LIST OF HOSTILE NATIONS. <box>950 465 1070 486</box>
subhead: PEACE PROPOSALS FROM CENTRAL POWERS <box>947 127 1073 148</box>
subhead: ENEMY SURPRISED AT THE VEHEMENCE OF THE RESISTANCE. <box>269 1750 484 1771</box>
headline-russian-maze: THE RUSSIAN MAZE <box>929 55 1091 72</box>
dateline: London, November 22. <box>833 413 913 424</box>
subhead: REPORTED SURRENDER OF KERENSKY'S TROOPS <box>934 1093 1086 1121</box>
divider <box>52 168 217 169</box>
headline: THE GERMAN REPORTS <box>319 827 434 838</box>
received-time: (Rec. November 25, 5.5 p.m.) <box>325 1773 428 1784</box>
dateline: London, November 23. <box>655 468 735 479</box>
article-paragraph: The Admiralty reports: "A successful raid in the vicinity of Constantinople was carried out in July by a British bombing aeroplane of the Handley-Page type, which flew from England to the Mediterranean base in eight stages. Considerable storms, winds and rainstorms were met with. How stretch of 200 miles was entirely over mountainous country. The total flight was 2000 miles. The airmen were thirty-one hours in the air."—Aus.-N.Z. Cable Assn. <box>506 1458 735 1542</box>
subhead: ITALIAN OFFICIAL REPORT <box>297 1508 456 1523</box>
article-paragraph: The War Office has agreed to award the same to the Australian and New Zealand Governments of a medal, shaped like a star, to Anzacs who embarked for service in 1914, and who landed on Gallipoli.—Aus.-N.Z. Cable Assn. <box>928 1835 1092 1898</box>
subhead: "UP, LADS, AND AT 'EM!" <box>560 925 681 936</box>
